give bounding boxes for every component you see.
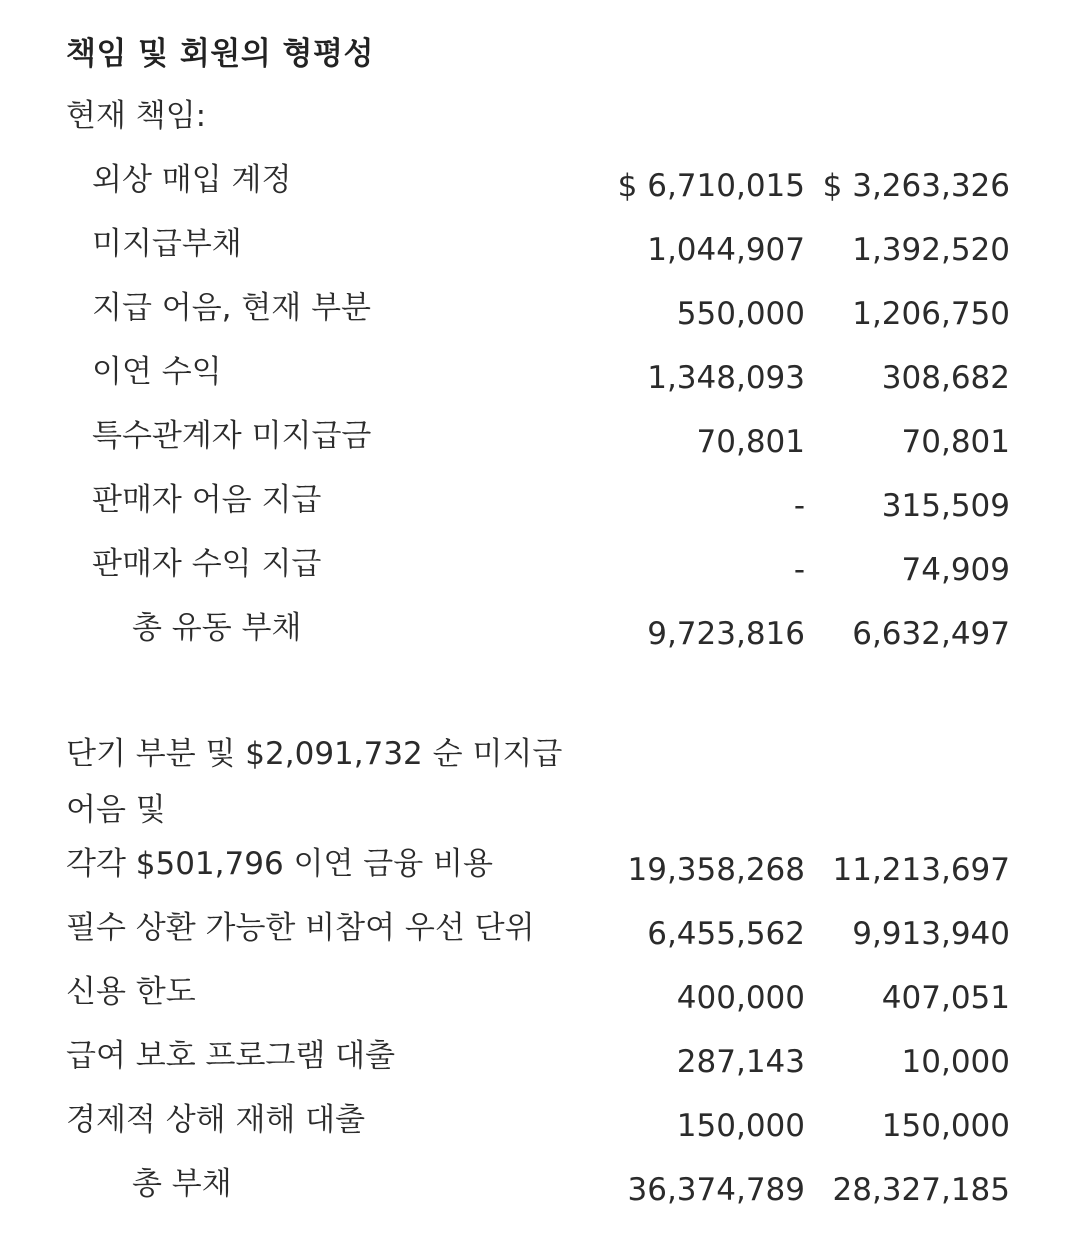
row-label: 판매자 수익 지급 bbox=[92, 546, 322, 582]
table-row bbox=[0, 1032, 1080, 1080]
row-value-col2: 74,909 bbox=[901, 552, 1010, 588]
table-row bbox=[0, 476, 1080, 524]
total-liabilities-label: 총 부채 bbox=[132, 1166, 232, 1202]
table-row bbox=[0, 412, 1080, 460]
row-value-col2: 70,801 bbox=[901, 424, 1010, 460]
table-row bbox=[0, 540, 1080, 588]
row-value-col1: 150,000 bbox=[676, 1108, 805, 1144]
row-value-col2: 308,682 bbox=[881, 360, 1010, 396]
row-value-col2: 11,213,697 bbox=[832, 852, 1010, 888]
row-value-col2: 407,051 bbox=[881, 980, 1010, 1016]
row-value-col2: 10,000 bbox=[901, 1044, 1010, 1080]
row-value-col1: - bbox=[793, 488, 805, 524]
total-liabilities-col2: 28,327,185 bbox=[832, 1172, 1010, 1208]
row-label: 경제적 상해 재해 대출 bbox=[66, 1102, 366, 1138]
table-row bbox=[0, 284, 1080, 332]
section-title: 책임 및 회원의 형평성 bbox=[66, 36, 374, 72]
row-label: 특수관계자 미지급금 bbox=[92, 418, 372, 454]
row-value-col1: 287,143 bbox=[676, 1044, 805, 1080]
current-liabilities-header: 현재 책임: bbox=[66, 98, 207, 134]
row-value-col1: 1,348,093 bbox=[647, 360, 805, 396]
row-value-col2: 1,392,520 bbox=[852, 232, 1010, 268]
row-label: 이연 수익 bbox=[92, 354, 222, 390]
table-row bbox=[0, 840, 1080, 888]
row-value-col2: 315,509 bbox=[881, 488, 1010, 524]
long-term-header-row bbox=[0, 726, 1080, 838]
row-label: 판매자 어음 지급 bbox=[92, 482, 322, 518]
total-current-col2: 6,632,497 bbox=[852, 616, 1010, 652]
total-current-liabilities-row bbox=[0, 604, 1080, 652]
total-current-label: 총 유동 부채 bbox=[132, 610, 302, 646]
row-label: 필수 상환 가능한 비참여 우선 단위 bbox=[66, 910, 535, 946]
row-label: 급여 보호 프로그램 대출 bbox=[66, 1038, 396, 1074]
row-label: 미지급부채 bbox=[92, 226, 242, 262]
row-value-col1: $ 6,710,015 bbox=[617, 168, 805, 204]
row-value-col1: 70,801 bbox=[696, 424, 805, 460]
total-current-col1: 9,723,816 bbox=[647, 616, 805, 652]
table-row bbox=[0, 1096, 1080, 1144]
row-value-col1: 550,000 bbox=[676, 296, 805, 332]
row-value-col2: 150,000 bbox=[881, 1108, 1010, 1144]
row-label: 지급 어음, 현재 부분 bbox=[92, 290, 371, 326]
table-row bbox=[0, 220, 1080, 268]
long-term-label: 단기 부분 및 $2,091,732 순 미지급 어음 및 bbox=[66, 736, 563, 828]
row-value-col2: $ 3,263,326 bbox=[822, 168, 1010, 204]
table-row bbox=[0, 156, 1080, 204]
row-value-col2: 9,913,940 bbox=[852, 916, 1010, 952]
total-liabilities-col1: 36,374,789 bbox=[627, 1172, 805, 1208]
row-label: 신용 한도 bbox=[66, 974, 196, 1010]
total-liabilities-row bbox=[0, 1160, 1080, 1208]
row-value-col1: 19,358,268 bbox=[627, 852, 805, 888]
row-value-col1: - bbox=[793, 552, 805, 588]
table-row bbox=[0, 968, 1080, 1016]
row-value-col1: 6,455,562 bbox=[647, 916, 805, 952]
row-value-col1: 400,000 bbox=[676, 980, 805, 1016]
row-label: 각각 $501,796 이연 금융 비용 bbox=[66, 846, 493, 882]
row-label: 외상 매입 계정 bbox=[92, 162, 292, 198]
table-row bbox=[0, 348, 1080, 396]
row-value-col2: 1,206,750 bbox=[852, 296, 1010, 332]
current-liabilities-header-row bbox=[0, 92, 1080, 140]
row-value-col1: 1,044,907 bbox=[647, 232, 805, 268]
table-row bbox=[0, 904, 1080, 952]
